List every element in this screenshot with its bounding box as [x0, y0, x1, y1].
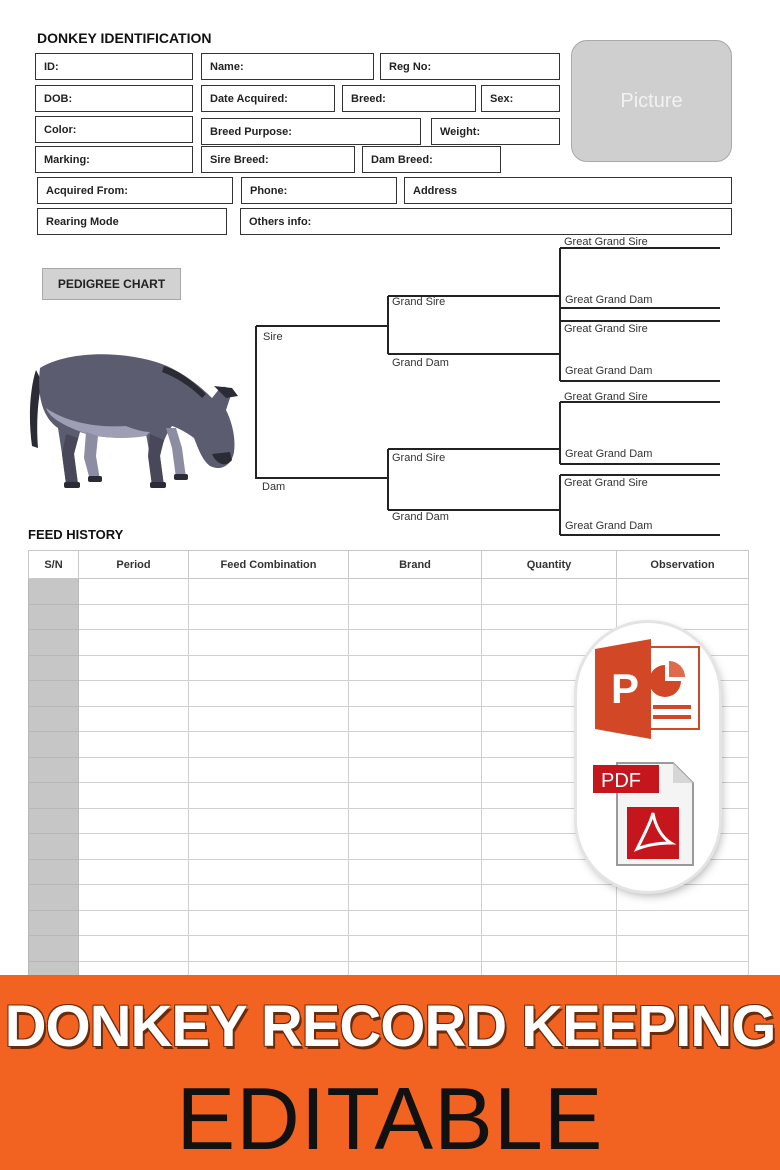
pedigree-great-grand-dam-2: Great Grand Dam [565, 365, 653, 377]
dam-breed-field[interactable]: Dam Breed: [362, 146, 501, 173]
table-cell[interactable] [29, 859, 79, 885]
column-header-brand: Brand [349, 551, 482, 579]
table-cell[interactable] [349, 910, 482, 936]
table-cell[interactable] [482, 604, 617, 630]
column-header-quantity: Quantity [482, 551, 617, 579]
table-cell[interactable] [79, 757, 189, 783]
table-cell[interactable] [29, 936, 79, 962]
pedigree-great-grand-sire-2: Great Grand Sire [564, 323, 648, 335]
table-cell[interactable] [189, 757, 349, 783]
pedigree-great-grand-dam-4: Great Grand Dam [565, 520, 653, 532]
table-cell[interactable] [189, 655, 349, 681]
weight-field[interactable]: Weight: [431, 118, 560, 145]
date-acquired-field[interactable]: Date Acquired: [201, 85, 335, 112]
pedigree-grand-sire-2: Grand Sire [392, 452, 446, 464]
table-cell[interactable] [617, 910, 749, 936]
table-cell[interactable] [29, 630, 79, 656]
table-cell[interactable] [79, 604, 189, 630]
file-format-badge [577, 623, 719, 891]
column-header-period: Period [79, 551, 189, 579]
breed-field[interactable]: Breed: [342, 85, 476, 112]
table-cell[interactable] [29, 706, 79, 732]
table-row [29, 910, 749, 936]
table-cell[interactable] [349, 783, 482, 809]
phone-field[interactable]: Phone: [241, 177, 397, 204]
table-cell[interactable] [617, 579, 749, 605]
table-cell[interactable] [349, 757, 482, 783]
sex-field[interactable]: Sex: [481, 85, 560, 112]
table-cell[interactable] [349, 681, 482, 707]
table-cell[interactable] [189, 783, 349, 809]
table-cell[interactable] [189, 706, 349, 732]
color-field[interactable]: Color: [35, 116, 193, 143]
table-cell[interactable] [29, 757, 79, 783]
column-header-sn: S/N [29, 551, 79, 579]
pedigree-chart-button[interactable]: PEDIGREE CHART [42, 268, 181, 300]
table-cell[interactable] [29, 808, 79, 834]
table-cell[interactable] [29, 885, 79, 911]
table-cell[interactable] [349, 579, 482, 605]
table-cell[interactable] [79, 630, 189, 656]
table-cell[interactable] [189, 859, 349, 885]
pdf-label: PDF [601, 770, 641, 792]
address-field[interactable]: Address [404, 177, 732, 204]
banner-title: DONKEY RECORD KEEPING [4, 994, 776, 1059]
id-field[interactable]: ID: [35, 53, 193, 80]
table-row [29, 579, 749, 605]
powerpoint-icon [591, 637, 703, 741]
acquired-from-field[interactable]: Acquired From: [37, 177, 233, 204]
table-cell[interactable] [482, 936, 617, 962]
table-cell[interactable] [189, 936, 349, 962]
table-header-row [29, 551, 749, 579]
table-cell[interactable] [189, 681, 349, 707]
table-row [29, 936, 749, 962]
pedigree-great-grand-sire-3: Great Grand Sire [564, 391, 648, 403]
pedigree-grand-dam-2: Grand Dam [392, 511, 449, 523]
table-cell[interactable] [189, 808, 349, 834]
table-cell[interactable] [349, 936, 482, 962]
pedigree-sire: Sire [263, 331, 283, 343]
table-cell[interactable] [29, 834, 79, 860]
table-cell[interactable] [189, 579, 349, 605]
table-cell[interactable] [482, 885, 617, 911]
table-cell[interactable] [79, 834, 189, 860]
table-cell[interactable] [29, 910, 79, 936]
table-cell[interactable] [29, 604, 79, 630]
table-cell[interactable] [189, 630, 349, 656]
marking-field[interactable]: Marking: [35, 146, 193, 173]
table-cell[interactable] [349, 604, 482, 630]
table-cell[interactable] [79, 655, 189, 681]
pedigree-grand-sire-1: Grand Sire [392, 296, 446, 308]
column-header-feed-combination: Feed Combination [189, 551, 349, 579]
table-cell[interactable] [29, 732, 79, 758]
pedigree-great-grand-sire-1: Great Grand Sire [564, 236, 648, 248]
breed-purpose-field[interactable]: Breed Purpose: [201, 118, 421, 145]
table-cell[interactable] [349, 834, 482, 860]
table-cell[interactable] [79, 732, 189, 758]
table-cell[interactable] [29, 579, 79, 605]
table-cell[interactable] [349, 630, 482, 656]
table-cell[interactable] [189, 834, 349, 860]
column-header-observation: Observation [617, 551, 749, 579]
table-cell[interactable] [189, 732, 349, 758]
pdf-icon [591, 759, 703, 869]
table-cell[interactable] [79, 681, 189, 707]
table-cell[interactable] [29, 655, 79, 681]
table-cell[interactable] [79, 885, 189, 911]
table-cell[interactable] [349, 706, 482, 732]
pedigree-great-grand-dam-3: Great Grand Dam [565, 448, 653, 460]
table-cell[interactable] [79, 706, 189, 732]
pedigree-great-grand-sire-4: Great Grand Sire [564, 477, 648, 489]
table-cell[interactable] [79, 808, 189, 834]
table-cell[interactable] [617, 936, 749, 962]
rearing-mode-field[interactable]: Rearing Mode [37, 208, 227, 235]
pedigree-dam: Dam [262, 481, 286, 493]
table-cell[interactable] [349, 885, 482, 911]
pedigree-great-grand-dam-1: Great Grand Dam [565, 294, 653, 306]
table-cell[interactable] [29, 783, 79, 809]
table-cell[interactable] [29, 681, 79, 707]
sire-breed-field[interactable]: Sire Breed: [201, 146, 355, 173]
feed-history-title: FEED HISTORY [28, 527, 124, 542]
table-cell[interactable] [79, 783, 189, 809]
table-cell[interactable] [189, 604, 349, 630]
table-cell[interactable] [349, 732, 482, 758]
table-cell[interactable] [79, 859, 189, 885]
table-cell[interactable] [482, 579, 617, 605]
table-cell[interactable] [79, 910, 189, 936]
table-cell[interactable] [79, 579, 189, 605]
table-cell[interactable] [349, 655, 482, 681]
reg-no-field[interactable]: Reg No: [380, 53, 560, 80]
others-info-field[interactable]: Others info: [240, 208, 732, 235]
table-cell[interactable] [189, 885, 349, 911]
picture-label: Picture [620, 89, 683, 112]
donkey-illustration [26, 348, 244, 490]
table-cell[interactable] [349, 859, 482, 885]
banner-subtitle: EDITABLE [176, 1069, 604, 1168]
name-field[interactable]: Name: [201, 53, 374, 80]
table-cell[interactable] [482, 910, 617, 936]
dob-field[interactable]: DOB: [35, 85, 193, 112]
powerpoint-letter: P [611, 665, 640, 712]
table-cell[interactable] [79, 936, 189, 962]
pedigree-grand-dam-1: Grand Dam [392, 357, 449, 369]
identification-title: DONKEY IDENTIFICATION [37, 30, 212, 46]
table-cell[interactable] [189, 910, 349, 936]
table-cell[interactable] [349, 808, 482, 834]
